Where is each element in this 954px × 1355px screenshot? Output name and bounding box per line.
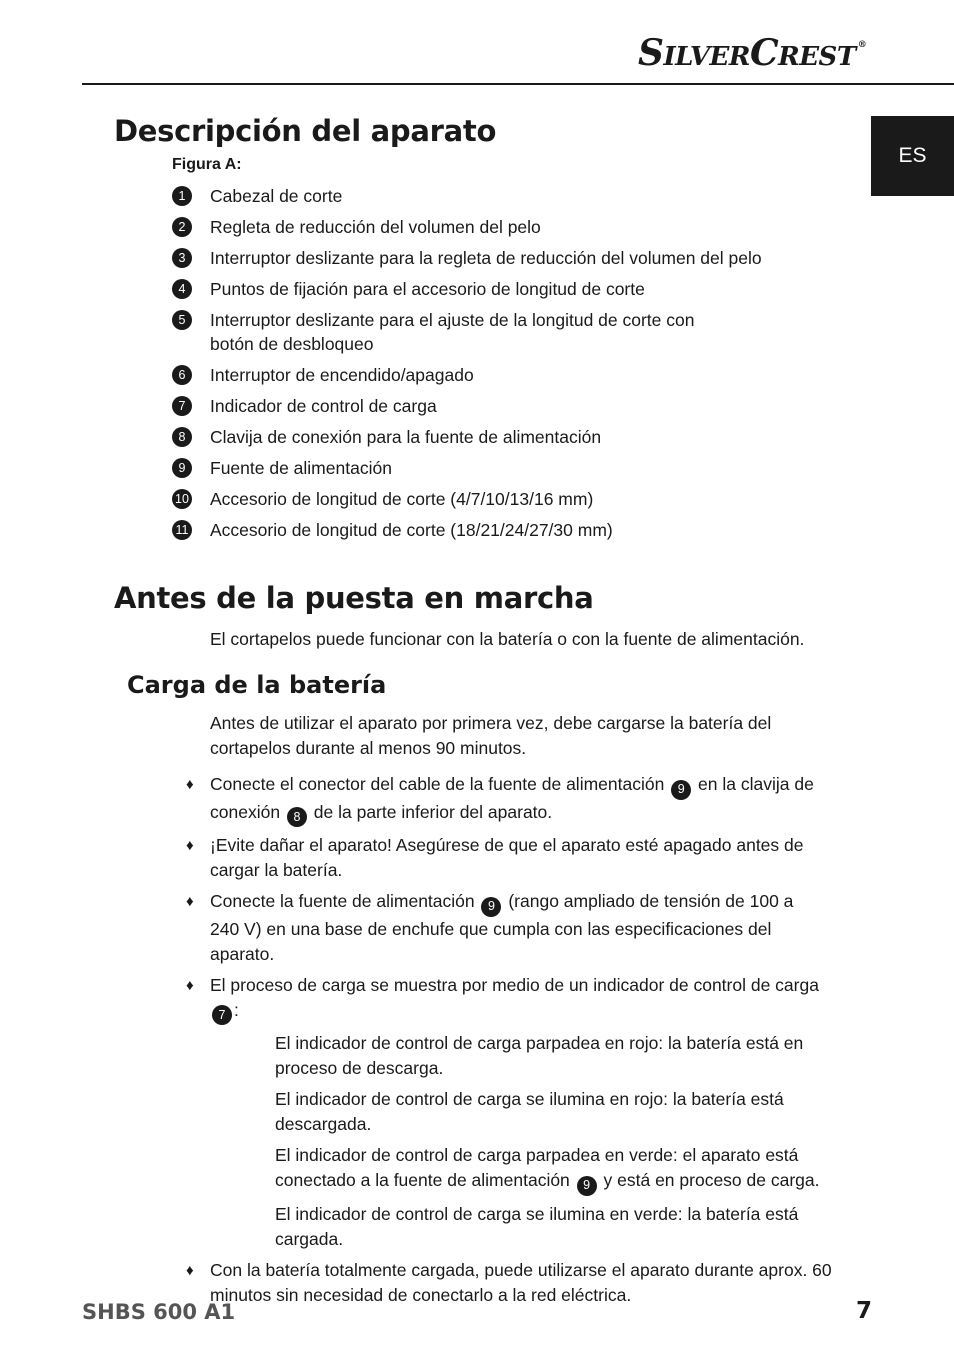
number-badge: 7 xyxy=(212,1005,232,1025)
diamond-bullet-icon: ♦ xyxy=(186,776,194,793)
page-number: 7 xyxy=(856,1298,873,1324)
step-text: Con la batería totalmente cargada, puede utilizarse el aparato durante aprox. 60 minutos sin necesidad de conectarlo a la red eléctrica. xyxy=(210,1259,832,1305)
part-label: Puntos de fijación para el accesorio de longitud de corte xyxy=(210,279,645,299)
section-title-charging: Carga de la batería xyxy=(127,671,387,699)
footer-model: SHBS 600 A1 xyxy=(82,1300,236,1324)
state-text: El indicador de control de carga parpadea en verde: el aparato está conectado a la fuente de alimentación xyxy=(275,1145,799,1190)
part-label: Accesorio de longitud de corte (4/7/10/13/16 mm) xyxy=(210,489,594,509)
number-badge: 11 xyxy=(172,520,192,540)
list-item xyxy=(275,1143,836,1196)
list-item xyxy=(186,973,836,1252)
number-badge: 7 xyxy=(172,396,192,416)
charging-steps xyxy=(186,772,836,1314)
number-badge: 6 xyxy=(172,365,192,385)
part-label: Accesorio de longitud de corte (18/21/24/27/30 mm) xyxy=(210,520,613,540)
figure-label: Figura A: xyxy=(172,156,242,173)
section-title-description: Descripción del aparato xyxy=(114,114,497,148)
list-item xyxy=(172,277,812,301)
list-item xyxy=(172,487,812,511)
list-item xyxy=(186,833,836,883)
list-item xyxy=(172,456,812,480)
number-badge: 2 xyxy=(172,217,192,237)
number-badge: 10 xyxy=(172,489,192,509)
list-item xyxy=(186,889,800,967)
silvercrest-logo: SILVERCREST ® xyxy=(638,32,867,74)
diamond-bullet-icon: ♦ xyxy=(186,893,194,910)
list-item xyxy=(172,425,812,449)
number-badge: 4 xyxy=(172,279,192,299)
charging-intro: Antes de utilizar el aparato por primera vez, debe cargarse la batería del cortapelos durante al menos 90 minutos. xyxy=(210,713,772,758)
part-label: Interruptor deslizante para el ajuste de la longitud de corte con botón de desbloqueo xyxy=(210,310,695,354)
number-badge: 8 xyxy=(172,427,192,447)
state-text: y está en proceso de carga. xyxy=(598,1170,820,1190)
number-badge: 3 xyxy=(172,248,192,268)
list-item xyxy=(172,246,812,270)
number-badge: 8 xyxy=(287,807,307,827)
section-title-before-use: Antes de la puesta en marcha xyxy=(114,581,594,615)
part-label: Interruptor deslizante para la regleta de reducción del volumen del pelo xyxy=(210,248,762,268)
step-text: de la parte inferior del aparato. xyxy=(308,801,553,822)
language-tab-label: ES xyxy=(898,144,927,167)
list-item xyxy=(186,772,836,827)
part-label: Fuente de alimentación xyxy=(210,458,392,478)
list-item xyxy=(172,363,812,387)
list-item: El indicador de control de carga se ilumina en verde: la batería está cargada. xyxy=(275,1203,799,1249)
number-badge: 9 xyxy=(172,458,192,478)
before-use-intro: El cortapelos puede funcionar con la batería o con la fuente de alimentación. xyxy=(210,629,805,649)
step-text: : xyxy=(234,999,239,1020)
step-text: El proceso de carga se muestra por medio de un indicador de control de carga xyxy=(210,974,819,995)
list-item xyxy=(186,1258,836,1308)
list-item: El indicador de control de carga se ilumina en rojo: la batería está descargada. xyxy=(275,1089,784,1134)
list-item: El indicador de control de carga parpadea en rojo: la batería está en proceso de descarga. xyxy=(275,1033,804,1078)
part-label: Cabezal de corte xyxy=(210,186,343,206)
list-item xyxy=(172,394,812,418)
indicator-states xyxy=(275,1031,836,1252)
step-text: Conecte la fuente de alimentación xyxy=(210,891,480,911)
parts-list xyxy=(172,184,812,549)
list-item xyxy=(172,518,812,542)
part-label: Interruptor de encendido/apagado xyxy=(210,365,474,385)
number-badge: 1 xyxy=(172,186,192,206)
diamond-bullet-icon: ♦ xyxy=(186,837,194,854)
list-item xyxy=(172,308,712,356)
number-badge: 9 xyxy=(671,780,691,800)
step-text: (rango ampliado de tensión de 100 a 240 V) en una base de enchufe que cumpla con las especificaciones del aparato. xyxy=(210,891,794,964)
list-item xyxy=(172,184,812,208)
list-item xyxy=(172,215,812,239)
part-label: Regleta de reducción del volumen del pelo xyxy=(210,217,541,237)
step-text: Conecte el conector del cable de la fuente de alimentación xyxy=(210,774,670,794)
number-badge: 9 xyxy=(481,897,501,917)
part-label: Indicador de control de carga xyxy=(210,396,437,416)
header-rule xyxy=(82,83,954,85)
diamond-bullet-icon: ♦ xyxy=(186,976,194,994)
step-text: en la clavija de conexión xyxy=(210,774,814,822)
language-tab xyxy=(871,116,954,196)
number-badge: 5 xyxy=(172,310,192,330)
part-label: Clavija de conexión para la fuente de alimentación xyxy=(210,427,602,447)
step-text: ¡Evite dañar el aparato! Asegúrese de que el aparato esté apagado antes de cargar la batería. xyxy=(210,835,804,880)
number-badge: 9 xyxy=(577,1176,597,1196)
diamond-bullet-icon: ♦ xyxy=(186,1261,194,1279)
